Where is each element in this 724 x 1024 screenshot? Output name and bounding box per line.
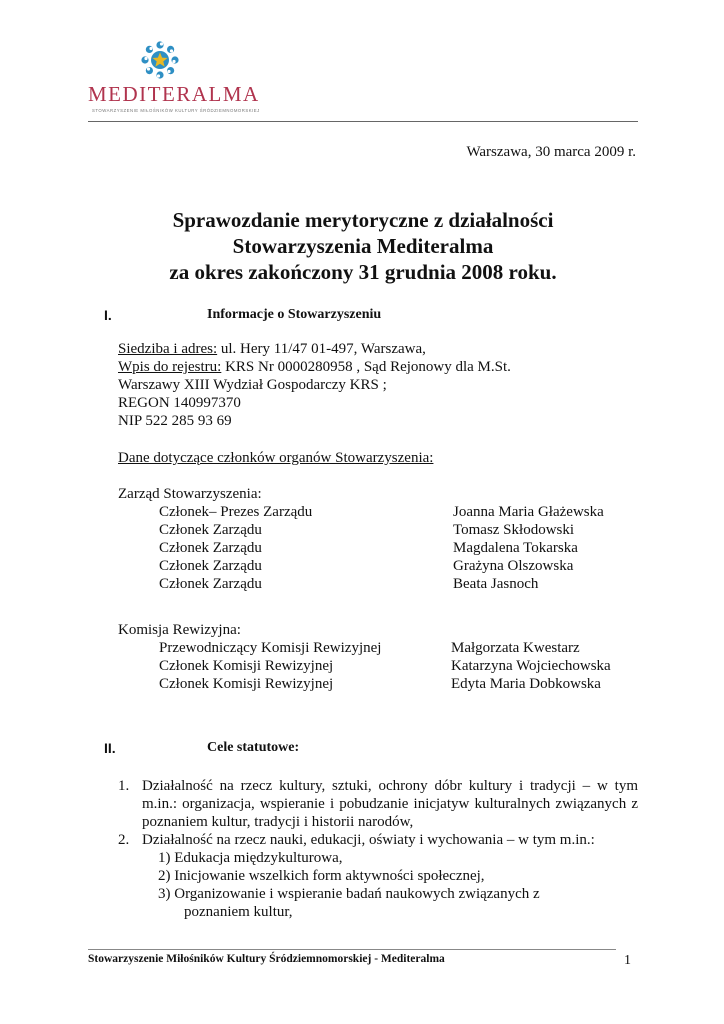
list-item-number: 2. xyxy=(118,832,130,848)
sub-item: 2) Inicjowanie wszelkich form aktywności społecznej, xyxy=(158,868,485,884)
logo xyxy=(88,40,268,113)
title-line-2: Stowarzyszenia Mediteralma xyxy=(232,234,494,258)
seat-value: ul. Hery 11/47 01-497, Warszawa, xyxy=(217,341,426,357)
list-item xyxy=(118,831,638,849)
title-line-3: za okres zakończony 31 grudnia 2008 roku. xyxy=(169,260,557,284)
board-role: Członek Zarządu xyxy=(159,522,262,538)
list-item-text: Działalność na rzecz nauki, edukacji, oświaty i wychowania – w tym m.in.: xyxy=(142,832,595,848)
board-name: Joanna Maria Głażewska xyxy=(453,504,604,520)
document-date: Warszawa, 30 marca 2009 r. xyxy=(466,144,636,160)
list-item xyxy=(118,777,638,831)
board-role: Członek– Prezes Zarządu xyxy=(159,504,313,520)
header-divider xyxy=(88,121,638,122)
page-number: 1 xyxy=(624,953,631,968)
section-1-title: Informacje o Stowarzyszeniu xyxy=(207,307,382,322)
goals-list xyxy=(118,777,638,921)
board-name: Grażyna Olszowska xyxy=(453,558,574,574)
registry-label: Wpis do rejestru: xyxy=(118,359,222,375)
registry-line xyxy=(118,359,511,376)
seat-label: Siedziba i adres: xyxy=(118,341,218,357)
board-heading: Zarząd Stowarzyszenia: xyxy=(118,486,262,502)
audit-name: Małgorzata Kwestarz xyxy=(451,640,580,656)
seat-line xyxy=(118,341,426,358)
members-heading: Dane dotyczące członków organów Stowarzyszenia: xyxy=(118,450,434,466)
registry-value: KRS Nr 0000280958 , Sąd Rejonowy dla M.St. xyxy=(221,359,511,375)
board-name: Beata Jasnoch xyxy=(453,576,539,592)
audit-role: Członek Komisji Rewizyjnej xyxy=(159,658,334,674)
section-2-title: Cele statutowe: xyxy=(207,740,300,755)
audit-role: Członek Komisji Rewizyjnej xyxy=(159,676,334,692)
sun-logo-icon xyxy=(140,40,180,80)
audit-heading: Komisja Rewizyjna: xyxy=(118,622,241,638)
registry-continuation: Warszawy XIII Wydział Gospodarczy KRS ; xyxy=(118,377,387,393)
audit-name: Edyta Maria Dobkowska xyxy=(451,676,601,692)
sub-item-continuation: poznaniem kultur, xyxy=(184,904,293,920)
logo-subtitle: STOWARZYSZENIE MIŁOŚNIKÓW KULTURY ŚRÓDZIEMNOMORSKIEJ xyxy=(92,108,260,113)
section-2-number: II. xyxy=(104,740,116,756)
title-line-1: Sprawozdanie merytoryczne z działalności xyxy=(172,208,554,232)
logo-name: MEDITERALMA xyxy=(88,82,260,106)
footer-text: Stowarzyszenie Miłośników Kultury Śródziemnomorskiej - Mediteralma xyxy=(88,953,445,965)
board-role: Członek Zarządu xyxy=(159,558,262,574)
board-name: Tomasz Skłodowski xyxy=(453,522,575,538)
board-name: Magdalena Tokarska xyxy=(453,540,578,556)
document-title xyxy=(88,207,638,285)
list-item-text: Działalność na rzecz kultury, sztuki, ochrony dóbr kultury i tradycji – w tym m.in.: organizacja, wspieranie i pobudzanie inicjatyw kulturalnych związanych z poznaniem kultur, tradycji i historii narodów, xyxy=(142,778,638,830)
list-item-number: 1. xyxy=(118,778,130,794)
sub-item: 3) Organizowanie i wspieranie badań naukowych związanych z xyxy=(158,886,540,902)
section-1-number: I. xyxy=(104,307,112,323)
board-role: Członek Zarządu xyxy=(159,576,262,592)
sub-item: 1) Edukacja międzykulturowa, xyxy=(158,850,343,866)
audit-role: Przewodniczący Komisji Rewizyjnej xyxy=(159,640,382,656)
nip: NIP 522 285 93 69 xyxy=(118,413,232,429)
board-role: Członek Zarządu xyxy=(159,540,262,556)
audit-name: Katarzyna Wojciechowska xyxy=(451,658,611,674)
footer-divider xyxy=(88,949,616,950)
regon: REGON 140997370 xyxy=(118,395,241,411)
